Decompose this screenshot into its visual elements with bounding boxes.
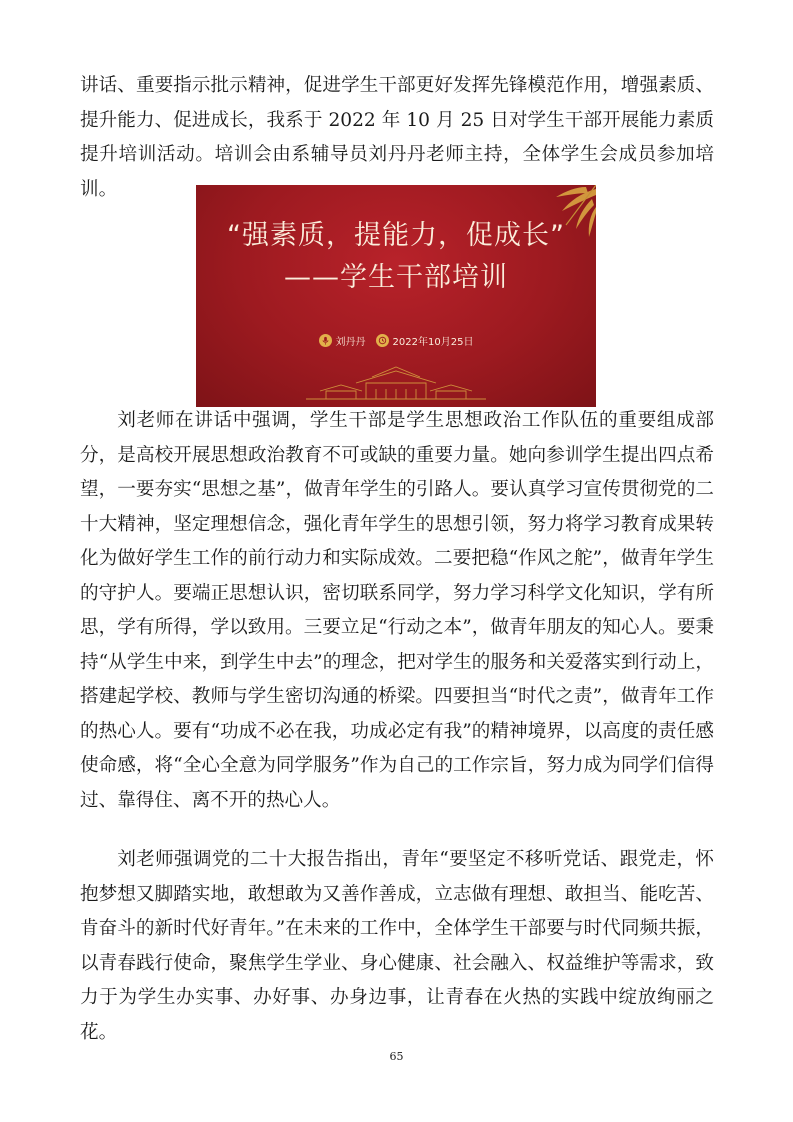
- banner-subtitle: ——学生干部培训: [284, 262, 508, 293]
- palace-silhouette-decoration: [306, 365, 486, 401]
- microphone-icon: [319, 334, 332, 347]
- closing-paragraph: 刘老师强调党的二十大报告指出，青年“要坚定不移听党话、跟党走，怀抱梦想又脚踏实地，敢想敢为又善作善成，立志做有理想、敢担当、能吃苦、肯奋斗的新时代好青年。”在未来的工作中，全体学生干部要与时代同频共振，以青春践行使命，聚焦学生学业、身心健康、社会融入、权益维护等需求，致力于为学生办实事、办好事、办身边事，让青春在火热的实践中绽放绚丽之花。: [80, 849, 714, 1043]
- intro-paragraph: 讲话、重要指示批示精神，促进学生干部更好发挥先锋模范作用，增强素质、提升能力、促进成长，我系于 2022 年 10 月 25 日对学生干部开展能力素质提升培训活动。培训会由系辅导员刘丹丹老师主持，全体学生会成员参加培训。: [80, 75, 714, 200]
- date-info: [376, 333, 474, 348]
- banner-title: “强素质，提能力，促成长”: [227, 220, 565, 251]
- banner-meta: [196, 333, 596, 348]
- body-paragraph: 刘老师在讲话中强调，学生干部是学生思想政治工作队伍的重要组成部分，是高校开展思想政治教育不可或缺的重要力量。她向参训学生提出四点希望，一要夯实“思想之基”，做青年学生的引路人。要认真学习宣传贯彻党的二十大精神，坚定理想信念，强化青年学生的思想引领，努力将学习教育成果转化为做好学生工作的前行动力和实际成效。二要把稳“作风之舵”，做青年学生的守护人。要端正思想认识，密切联系同学，努力学习科学文化知识，学有所思，学有所得，学以致用。三要立足“行动之本”，做青年朋友的知心人。要秉持“从学生中来，到学生中去”的理念，把对学生的服务和关爱落实到行动上，搭建起学校、教师与学生密切沟通的桥梁。四要担当“时代之责”，做青年工作的热心人。要有“功成不必在我，功成必定有我”的精神境界，以高度的责任感使命感，将“全心全意为同学服务”作为自己的工作宗旨，努力成为同学们信得过、靠得住、离不开的热心人。: [80, 410, 714, 811]
- presenter-name: 刘丹丹: [335, 337, 366, 348]
- training-banner-image: [196, 185, 596, 407]
- clock-icon: [376, 334, 389, 347]
- page-number: 65: [389, 1050, 404, 1063]
- presenter-info: [319, 333, 366, 348]
- training-date: 2022年10月25日: [392, 337, 474, 348]
